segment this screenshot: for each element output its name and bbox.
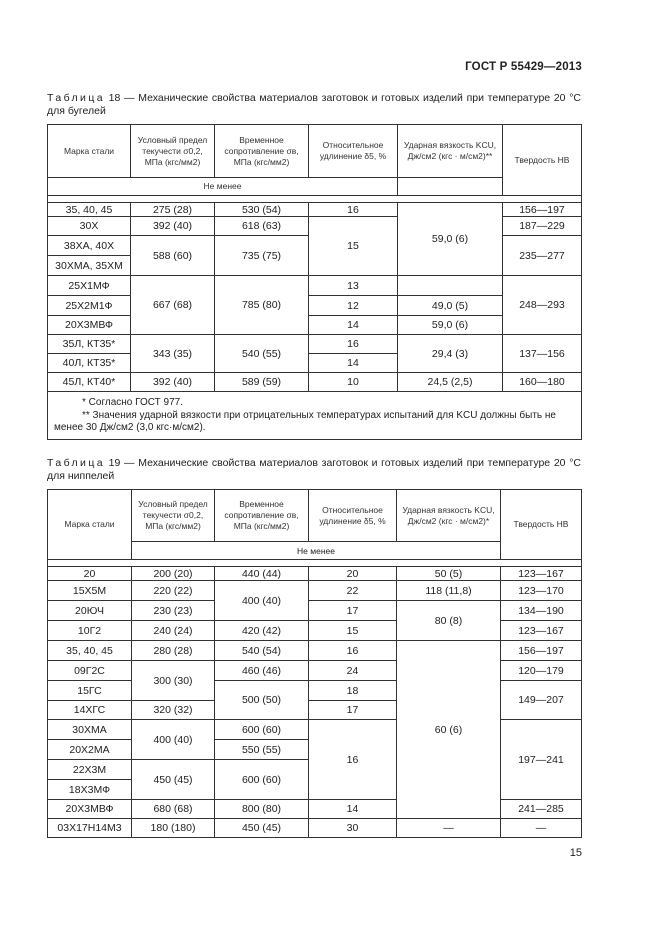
table-row: 22Х3М [48,760,132,780]
table18: Марка стали Условный предел текучести σ0,2, МПа (кгс/мм2) Временное сопротивление σв, МПа (кгс/мм2) Относительное удлинение δ5, % Ударная вязкость KCU, Дж/см2 (кгс · м/см2)** Твердость НВ Не менее 35, 40, 45 275 (28) 530 (54) 16 59,0 (6) 156—197 30Х 392 (40) 618 (63) 15 187—229 38ХА, 40Х 588 (60) 735 (75) 235—277 30ХМА, 35ХМ 25Х1МФ 667 (68) 785 (80) 13 248—293 25Х2М1Ф 12 49,0 (5) 20Х3МВФ 14 59,0 (6) 35Л, КТ35* 343 (35) 540 (55) 16 29,4 (3) 137—156 40Л, КТ35* 14 45Л, КТ40* 392 (40) 589 (59) 10 24,5 (2,5) 160—180 * Согласно ГОСТ 977. ** Значения ударной вязкости при отрицательных температурах испытаний для KCU должны быть не менее 30 Дж/см2 (3,0 кгс·м/см2). [47,124,582,440]
t19-header-not-less: Не менее [132,542,501,560]
page-number: 15 [569,847,582,859]
table-row: 20Х3МВФ [48,316,131,335]
table19-caption-label: Таблица [47,457,105,469]
t18-header-elong: Относительное удлинение δ5, % [309,125,398,178]
t19-header-tensile: Временное сопротивление σв, МПа (кгс/мм2) [215,490,309,542]
t18-note-2: ** Значения ударной вязкости при отрицательных температурах испытаний для KCU должны быть не менее 30 Дж/см2 (3,0 кгс·м/см2). [54,409,556,433]
t19-header-impact: Ударная вязкость KCU, Дж/см2 (кгс · м/см2)* [397,490,501,542]
table18-caption-text: 18 — Механические свойства материалов заготовок и готовых изделий при температуре 20 °С для бугелей [47,92,581,117]
table18-caption-label: Таблица [47,92,105,104]
table19-caption [47,457,581,483]
t19-header-hardness: Твердость НВ [501,490,582,560]
table-row: 20Х2МА [48,740,132,760]
t18-note-1: * Согласно ГОСТ 977. [82,397,184,408]
table-row: 40Л, КТ35* [48,354,131,373]
table-row: 14ХГС [48,701,132,720]
table-row: 30ХМА [48,720,132,740]
table-row: 20 [48,567,132,581]
table-row: 35, 40, 45 [48,203,131,217]
t18-header-hardness: Твердость НВ [503,125,582,196]
table-row: 30Х [48,217,131,236]
table-row: 09Г2С [48,661,132,681]
table18-notes [48,392,582,440]
table-row: 03Х17Н14М3 [48,819,132,838]
t19-header-elong: Относительное удлинение δ5, % [309,490,397,542]
table-row: 25Х2М1Ф [48,296,131,316]
table-row: 45Л, КТ40* [48,373,131,392]
t18-header-impact: Ударная вязкость KCU, Дж/см2 (кгс · м/см2)** [398,125,503,178]
table-row: 25Х1МФ [48,276,131,296]
table-row: 15ГС [48,681,132,701]
table-row: 18Х3МФ [48,780,132,800]
table-row: 35, 40, 45 [48,641,132,661]
table-row: 10Г2 [48,621,132,641]
t18-header-grade: Марка стали [48,125,131,178]
standard-number: ГОСТ Р 55429—2013 [465,61,582,73]
table18-caption [47,92,581,118]
table19-caption-text: 19 — Механические свойства материалов заготовок и готовых изделий при температуре 20 °С для ниппелей [47,457,581,482]
t18-header-yield: Условный предел текучести σ0,2, МПа (кгс/мм2) [131,125,215,178]
table-row: 35Л, КТ35* [48,335,131,354]
t18-header-tensile: Временное сопротивление σв, МПа (кгс/мм2) [215,125,309,178]
t18-header-not-less: Не менее [48,178,398,196]
table-row: 38ХА, 40Х [48,236,131,256]
table-row: 20ЮЧ [48,601,132,621]
table-row: 20Х3МВФ [48,800,132,819]
table-row: 15Х5М [48,581,132,601]
table19: Марка стали Условный предел текучести σ0,2, МПа (кгс/мм2) Временное сопротивление σв, МПа (кгс/мм2) Относительное удлинение δ5, % Ударная вязкость KCU, Дж/см2 (кгс · м/см2)* Твердость НВ Не менее 20 200 (20) 440 (44) 20 50 (5) 123—167 15Х5М 220 (22) 400 (40) 22 118 (11,8) 123—170 20ЮЧ 230 (23) 17 80 (8) 134—190 10Г2 240 (24) 420 (42) 15 123—167 35, 40, 45 280 (28) 540 (54) 16 60 (6) 156—197 09Г2С 300 (30) 460 (46) 24 120—179 15ГС 500 (50) 18 149—207 14ХГС 320 (32) 17 30ХМА 400 (40) 600 (60) 16 197—241 20Х2МА 550 (55) 22Х3М 450 (45) 600 (60) 18Х3МФ 20Х3МВФ 680 (68) 800 (80) 14 241—285 03Х17Н14М3 180 (180) 450 (45) 30 — — [47,489,582,838]
table-row: 30ХМА, 35ХМ [48,256,131,276]
t19-header-yield: Условный предел текучести σ0,2, МПа (кгс/мм2) [132,490,215,542]
t19-header-grade: Марка стали [48,490,132,560]
